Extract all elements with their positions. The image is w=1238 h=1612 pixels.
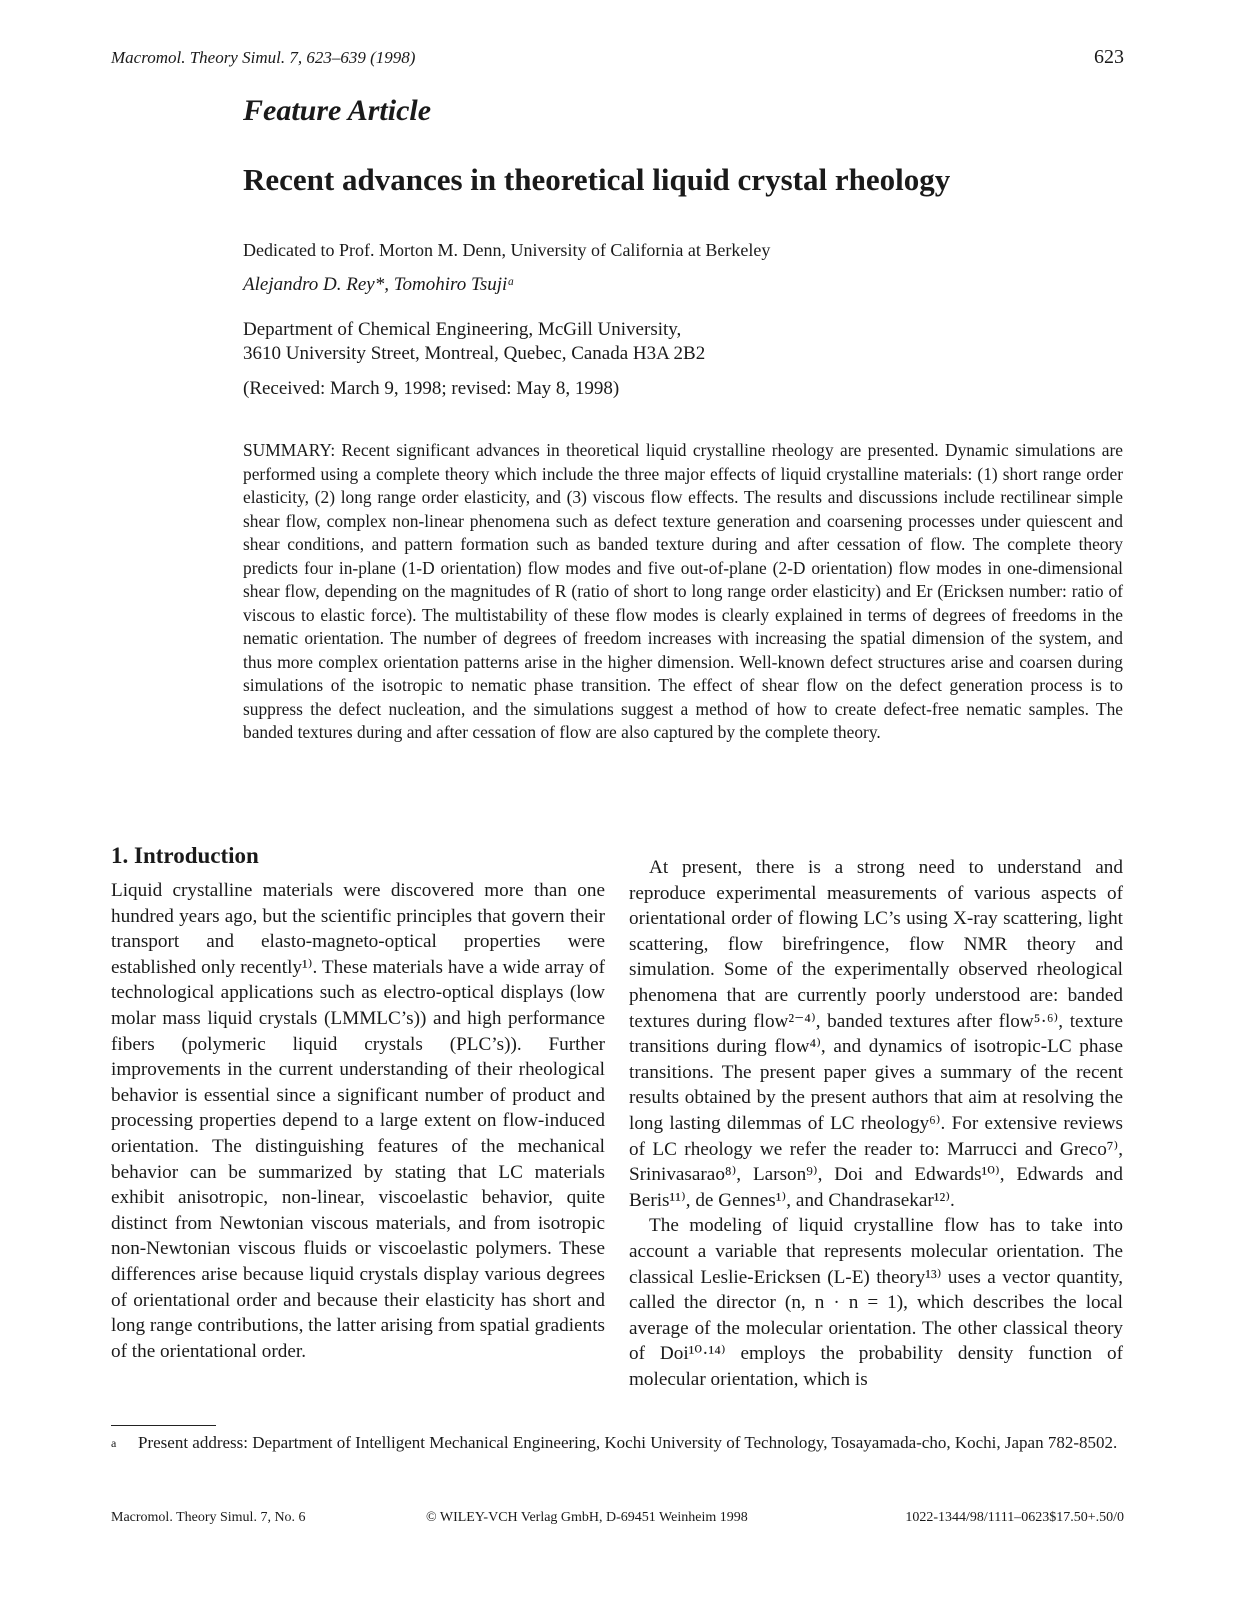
section-heading: 1. Introduction <box>111 843 259 868</box>
received-dates: (Received: March 9, 1998; revised: May 8, 1998) <box>243 378 620 399</box>
footer-journal: Macromol. Theory Simul. 7, No. 6 <box>111 1510 306 1525</box>
footnote-mark: a <box>111 1436 117 1450</box>
paragraph-1: Liquid crystalline materials were discovered more than one hundred years ago, but the scientific principles that govern their transport and elasto-magneto-optical properties were established only recently¹⁾. These materials have a wide array of technological applications such as electro-optical displays (low molar mass liquid crystals (LMMLC’s)) and high performance fibers (polymeric liquid crystals (PLC’s)). Further improvements in the current understanding of their rheological behavior is essential since a significant number of product and processing properties depend to a large extent on flow-induced orientation. The distinguishing features of the mechanical behavior can be summarized by stating that LC materials exhibit anisotropic, non-linear, viscoelastic behavior, quite distinct from Newtonian viscous materials, and from isotropic non-Newtonian viscous fluids or viscoelastic polymers. These differences arise because liquid crystals display various degrees of orientational order and because their elasticity has short and long range contributions, the latter arising from spatial gradients of the orientational order. <box>111 880 605 1362</box>
summary: SUMMARY: Recent significant advances in theoretical liquid crystalline rheology are presented. Dynamic simulations are performed using a complete theory which include the three major effects of liquid crystalline materials: (1) short range order elasticity, (2) long range order elasticity, and (3) viscous flow effects. The results and discussions include rectilinear simple shear flow, complex non-linear phenomena such as defect texture generation and coarsening processes under quiescent and shear conditions, and pattern formation such as banded texture during and after cessation of flow. The complete theory predicts four in-plane (1-D orientation) flow modes and five out-of-plane (2-D orientation) flow modes in one-dimensional shear flow, depending on the magnitudes of R (ratio of short to long range order elasticity) and Er (Ericksen number: ratio of viscous to elastic force). The multistability of these flow modes is clearly explained in terms of degrees of freedoms in the nematic orientation. The number of degrees of freedom increases with increasing the spatial dimension of the system, and thus more complex orientation patterns arise in the higher dimension. Well-known defect structures arise and coarsen during simulations of the isotropic to nematic phase transition. The effect of shear flow on the defect generation process is to suppress the defect nucleation, and the simulations suggest a method of how to create defect-free nematic samples. The banded textures during and after cessation of flow are also captured by the complete theory. <box>243 440 1123 742</box>
left-column <box>111 878 605 1364</box>
paragraph-2: At present, there is a strong need to understand and reproduce experimental measurements of various aspects of orientational order of flowing LC’s using X-ray scattering, light scattering, flow birefringence, flow NMR theory and simulation. Some of the experimentally observed rheological phenomena that are currently poorly understood are: banded textures during flow²⁻⁴⁾, banded textures after flow⁵·⁶⁾, texture transitions during flow⁴⁾, and dynamics of isotropic-LC phase transitions. The present paper gives a summary of the recent results obtained by the present authors that aim at resolving the long lasting dilemmas of LC rheology⁶⁾. For extensive reviews of LC rheology we refer the reader to: Marrucci and Greco⁷⁾, Srinivasarao⁸⁾, Larson⁹⁾, Doi and Edwards¹⁰⁾, Edwards and Beris¹¹⁾, de Gennes¹⁾, and Chandrasekar¹²⁾. <box>629 857 1123 1211</box>
affiliation <box>243 318 705 366</box>
affiliation-line-2: 3610 University Street, Montreal, Quebec, Canada H3A 2B2 <box>243 343 706 364</box>
footnote-rule <box>111 1425 216 1426</box>
article-type: Feature Article <box>243 94 432 127</box>
paragraph-3: The modeling of liquid crystalline flow has to take into account a variable that represents molecular orientation. The classical Leslie-Ericksen (L-E) theory¹³⁾ uses a vector quantity, called the director (n, n · n = 1), which describes the local average of the molecular orientation. The other classical theory of Doi¹⁰·¹⁴⁾ employs the probability density function of molecular orientation, which is <box>629 1215 1123 1390</box>
right-column <box>629 855 1123 1392</box>
page-number: 623 <box>1094 46 1124 68</box>
footer-copyright: © WILEY-VCH Verlag GmbH, D-69451 Weinheim 1998 <box>426 1510 748 1525</box>
dedication: Dedicated to Prof. Morton M. Denn, University of California at Berkeley <box>243 240 771 260</box>
footnote <box>111 1432 1123 1454</box>
journal-reference: Macromol. Theory Simul. 7, 623–639 (1998) <box>111 48 416 67</box>
footnote-text: Present address: Department of Intelligent Mechanical Engineering, Kochi University of Technology, Tosayamada-cho, Kochi, Japan 782-8502. <box>138 1433 1118 1452</box>
footer-code: 1022-1344/98/1111–0623$17.50+.50/0 <box>905 1510 1124 1525</box>
authors: Alejandro D. Rey*, Tomohiro Tsujiᵃ <box>243 274 515 295</box>
affiliation-line-1: Department of Chemical Engineering, McGill University, <box>243 319 682 340</box>
article-title: Recent advances in theoretical liquid crystal rheology <box>243 162 951 197</box>
